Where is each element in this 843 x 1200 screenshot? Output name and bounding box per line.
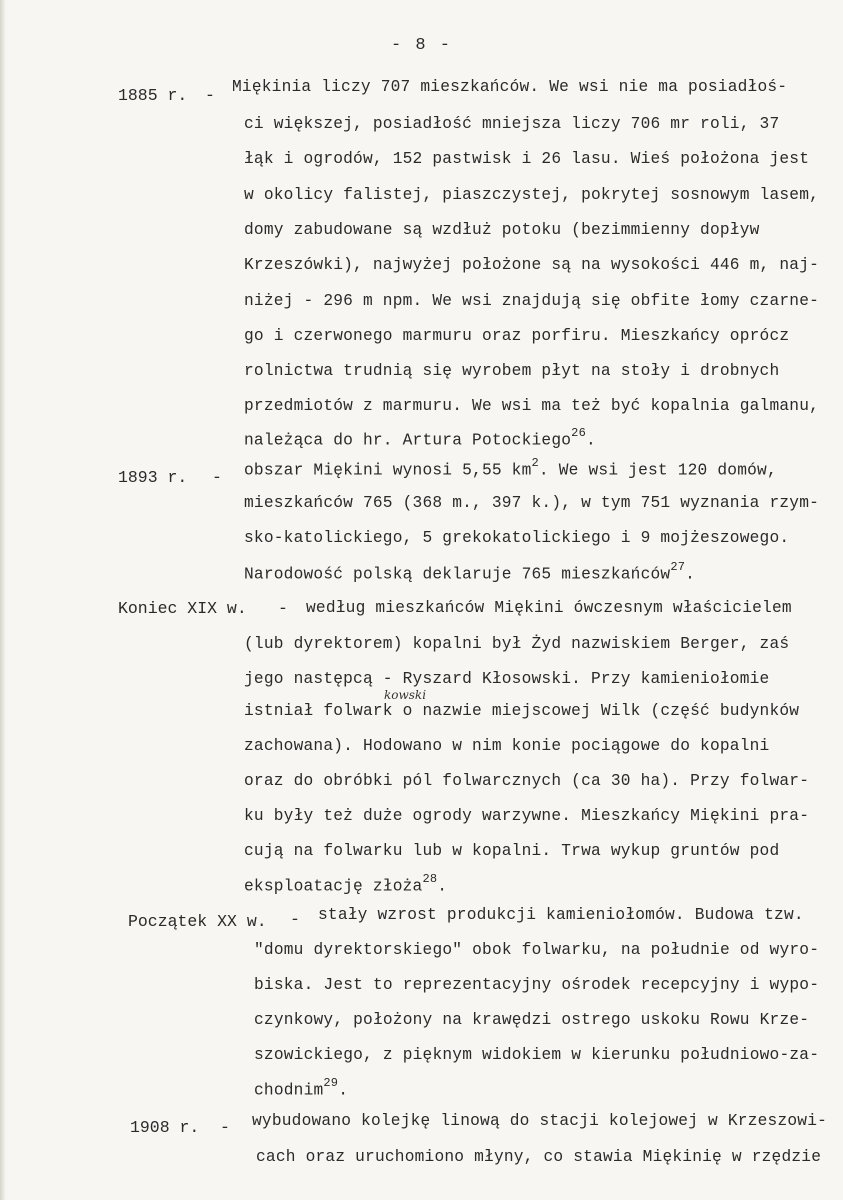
entry-date: 1908 r. <box>130 1118 200 1137</box>
entry-dash: - <box>212 468 222 487</box>
footnote-tail: . <box>585 431 596 450</box>
text-line: domy zabudowane są wzdłuż potoku (bezimmienny dopływ <box>244 221 760 239</box>
footnote-ref: 28 <box>422 872 438 886</box>
text-line: jego następcą - Ryszard Kłosowski. Przy kamieniołomie <box>244 670 770 688</box>
text-line: istniał folwark o nazwie miejscowej Wilk (część budynków <box>244 702 800 720</box>
text-line: mieszkańców 765 (368 m., 397 k.), w tym 751 wyznania rzym- <box>244 494 820 512</box>
text-line: przedmiotów z marmuru. We wsi ma też być kopalnia galmanu, <box>244 397 820 415</box>
scan-edge-shadow <box>0 0 6 1200</box>
text-line: szowickiego, z pięknym widokiem w kierunku południowo-za- <box>254 1046 820 1064</box>
footnote-tail: . <box>437 877 448 896</box>
text-line: rolnictwa trudnią się wyrobem płyt na stoły i drobnych <box>244 362 780 380</box>
entry-dash: - <box>205 86 215 105</box>
text-line: oraz do obróbki pól folwarcznych (ca 30 ha). Przy folwar- <box>244 772 810 790</box>
footnote-ref: 27 <box>670 560 686 574</box>
text-line: ci większej, posiadłość mniejsza liczy 706 mr roli, 37 <box>244 115 780 133</box>
text-line: Narodowość polską deklaruje 765 mieszkańców <box>244 565 671 584</box>
text-line-first <box>244 458 777 479</box>
text-line: "domu dyrektorskiego" obok folwarku, na południe od wyro- <box>254 941 820 959</box>
entry-dash: - <box>220 1118 230 1137</box>
text-line: zachowana). Hodowano w nim konie pociągowe do kopalni <box>244 737 770 755</box>
text-line-last <box>244 562 695 583</box>
text-line: cach oraz uruchomiono młyny, co stawia Miękinię w rzędzie <box>256 1148 822 1166</box>
footnote-ref: 29 <box>323 1076 339 1090</box>
text-line: stały wzrost produkcji kamieniołomów. Budowa tzw. <box>318 906 804 924</box>
entry-dash: - <box>290 910 300 929</box>
superscript-2: 2 <box>531 456 539 470</box>
footnote-tail: . <box>338 1081 349 1100</box>
page-number: - 8 - <box>390 36 452 55</box>
text-line: eksploatację złoża <box>244 877 423 896</box>
text-line-last <box>244 428 596 449</box>
text-line-last <box>244 874 447 895</box>
footnote-ref: 26 <box>571 426 586 440</box>
text-line: czynkowy, położony na krawędzi ostrego uskoku Rowu Krze- <box>254 1011 810 1029</box>
entry-date: 1893 r. <box>118 468 188 487</box>
text-line: ku były też duże ogrody warzywne. Mieszkańcy Miękini pra- <box>244 807 810 825</box>
text-line: według mieszkańców Miękini ówczesnym właścicielem <box>306 599 792 617</box>
text-line-tail: . We wsi jest 120 domów, <box>538 461 777 480</box>
text-line: w okolicy falistej, piaszczystej, pokrytej sosnowym lasem, <box>244 186 820 204</box>
text-line-last <box>254 1078 348 1099</box>
text-line: chodnim <box>254 1081 324 1100</box>
entry-date: 1885 r. <box>118 86 188 105</box>
entry-dash: - <box>278 599 288 618</box>
text-line: łąk i ogrodów, 152 pastwisk i 26 lasu. Wieś położona jest <box>244 150 810 168</box>
text-line: biska. Jest to reprezentacyjny ośrodek recepcyjny i wypo- <box>254 976 820 994</box>
text-line: obszar Miękini wynosi 5,55 km <box>244 461 532 480</box>
footnote-tail: . <box>685 565 696 584</box>
entry-date: Początek XX w. <box>128 912 267 931</box>
text-line: niżej - 296 m npm. We wsi znajdują się obfite łomy czarne- <box>244 292 820 310</box>
text-line: wybudowano kolejkę linową do stacji kolejowej w Krzeszowi- <box>252 1112 828 1130</box>
handwritten-annotation: kowski <box>384 688 427 702</box>
text-line: (lub dyrektorem) kopalni był Żyd nazwiskiem Berger, zaś <box>244 635 790 653</box>
text-line: Miękinia liczy 707 mieszkańców. We wsi nie ma posiadłoś- <box>232 78 788 96</box>
text-line: go i czerwonego marmuru oraz porfiru. Mieszkańcy oprócz <box>244 327 790 345</box>
text-line: sko-katolickiego, 5 grekokatolickiego i 9 mojżeszowego. <box>244 529 790 547</box>
text-line: cują na folwarku lub w kopalni. Trwa wykup gruntów pod <box>244 842 780 860</box>
text-line: Krzeszówki), najwyżej położone są na wysokości 446 m, naj- <box>244 256 820 274</box>
text-line: należąca do hr. Artura Potockiego <box>244 431 572 450</box>
entry-date: Koniec XIX w. <box>118 599 247 618</box>
